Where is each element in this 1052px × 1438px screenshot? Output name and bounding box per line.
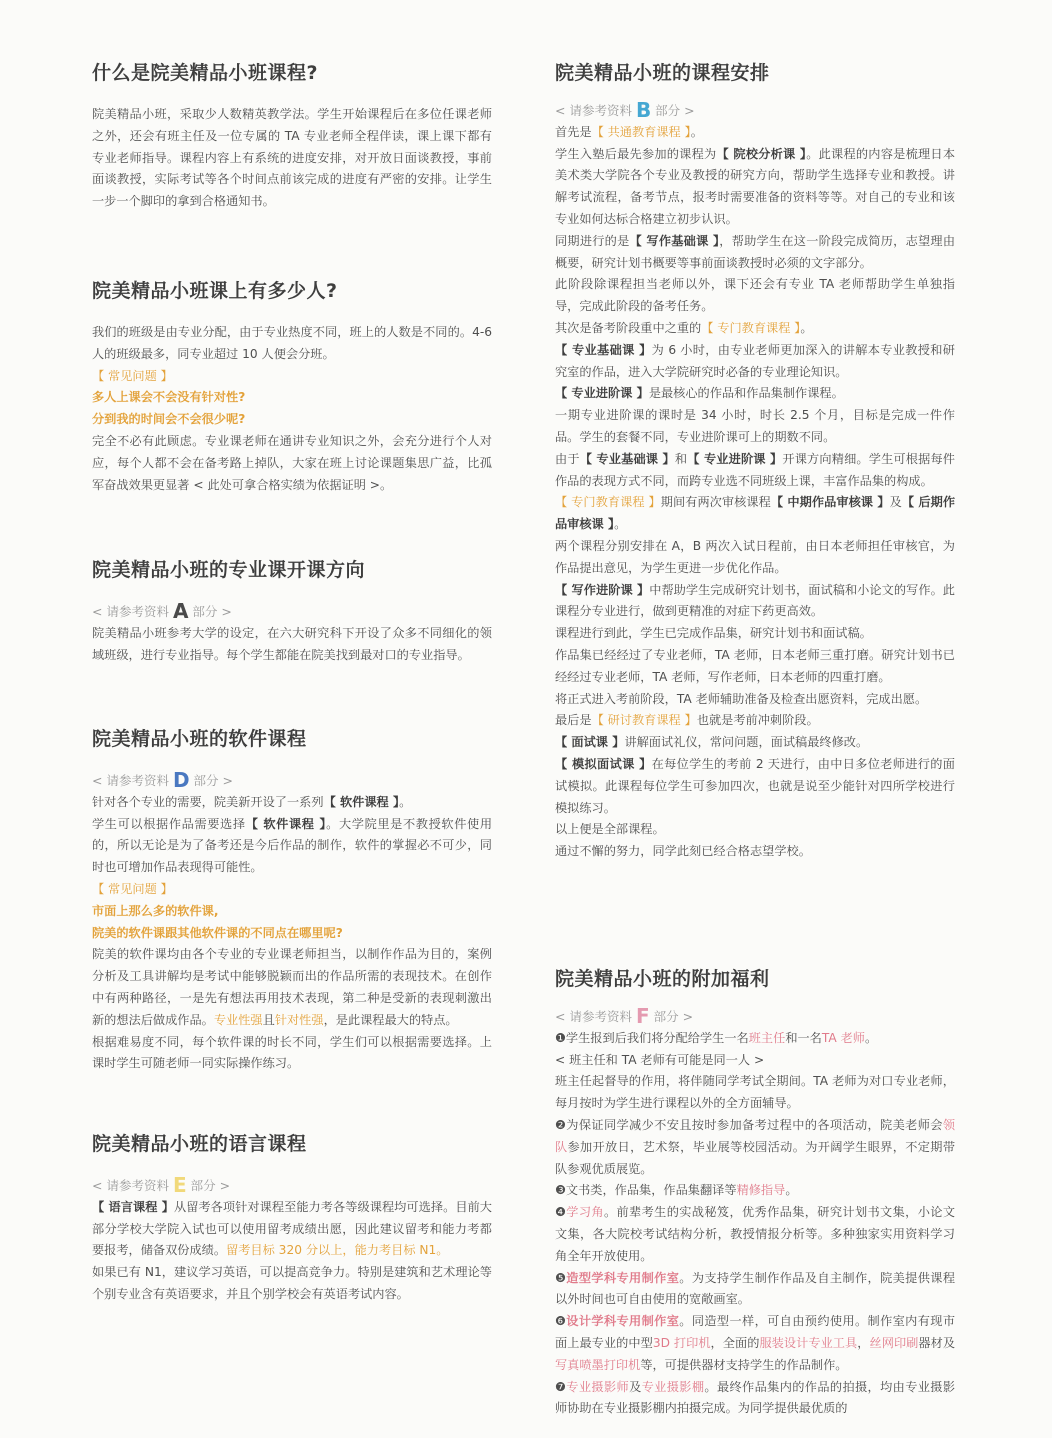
section-title: 院美精品小班的语言课程 (92, 1133, 307, 1155)
benefit-note: < 班主任和 TA 老师有可能是同一人 > (555, 1052, 765, 1067)
paragraph: 根据难易度不同，每个软件课的时长不同，学生们可以根据需要选择。上课时学生可随老师一同实际操作练习。 (92, 1034, 492, 1071)
paragraph: 学生可以根据作品需要选择【 软件课程 】。大学院里是不教授软件使用的，所以无论是为了备考还是今后作品的制作，软件的掌握必不可少，同时也可增加作品表现得可能性。 (92, 816, 493, 875)
paragraph: 【 语言课程 】从留考各项针对课程至能力考各等级课程均可选择。目前大部分学校大学院入试也可以使用留考成绩出愿，因此建议留考和能力考都要报考，储备双份成绩。留考目标 320 分以上，能力考目标 N1。 (92, 1199, 492, 1258)
section-title: 什么是院美精品小班课程? (92, 62, 319, 84)
reference-letter: E (172, 1173, 187, 1197)
paragraph: 通过不懈的努力，同学此刻已经合格志望学校。 (555, 844, 811, 859)
section-language (92, 1131, 492, 1306)
section-title: 院美精品小班的课程安排 (555, 62, 770, 84)
paragraph: 以上便是全部课程。 (555, 822, 665, 837)
paragraph: 【 专业进阶课 】是最核心的作品和作品集制作课程。 (555, 386, 844, 401)
section-title: 院美精品小班的专业课开课方向 (92, 559, 366, 581)
paragraph: 【 专门教育课程 】期间有两次审核课程【 中期作品审核课 】及【 后期作品审核课 】。 (555, 495, 956, 532)
paragraph: 院美的软件课均由各个专业的专业课老师担当，以制作作品为目的，案例分析及工具讲解均是考试中能够脱颖而出的作品所需的表现技术。在创作中有两种路径，一是先有想法再用技术表现，第二种是受新的表现刺激出新的想法后做成作品。专业性强且针对性强，是此课程最大的特点。 (92, 947, 492, 1027)
benefit-detail: 班主任起督导的作用，将伴随同学考试全期间。TA 老师为对口专业老师，每月按时为学生进行课程以外的全方面辅导。 (555, 1074, 955, 1111)
benefit-item: ❻设计学科专用制作室。同造型一样，可自由预约使用。制作室内有现市面上最专业的中型3D 打印机，全面的服装设计专业工具，丝网印刷器材及写真喷墨打印机等，可提供器材支持学生的作品制作。 (555, 1314, 956, 1372)
faq-answer: 完全不必有此顾虑。专业课老师在通讲专业知识之外，会充分进行个人对应，每个人都不会在备考路上掉队，大家在班上讨论课题集思广益，比孤军奋战效果更显著 < 此处可拿合格实绩为依据证明 >。 (92, 433, 492, 492)
paragraph: 同期进行的是【 写作基础课 】，帮助学生在这一阶段完成简历，志望理由概要，研究计划书概要等事前面谈教授时必须的文字部分。 (555, 233, 956, 270)
paragraph: 两个课程分别安排在 A，B 两次入试日程前，由日本老师担任审核官，为作品提出意见，为学生更进一步优化作品。 (555, 538, 955, 575)
benefit-item: ❶学生报到后我们将分配给学生一名班主任和一名TA 老师。 (555, 1030, 878, 1045)
reference-letter: A (172, 599, 189, 623)
paragraph: 最后是【 研讨教育课程 】也就是考前冲刺阶段。 (555, 713, 819, 728)
section-body: 院美精品小班，采取少人数精英教学法。学生开始课程后在多位任课老师之外，还会有班主任及一位专属的 TA 专业老师全程伴读，课上课下都有专业老师指导。课程内容上有系统的进度安排，对开放日面谈教授，事前面谈教授，实际考试等各个时间点前该完成的进度有严密的安排。让学生一步一个脚印的拿到合格通知书。 (92, 107, 492, 209)
section-what-is (92, 60, 492, 213)
paragraph: 首先是【 共通教育课程 】。 (555, 124, 703, 139)
section-title: 院美精品小班的附加福利 (555, 968, 770, 990)
paragraph: 【 写作进阶课 】中帮助学生完成研究计划书，面试稿和小论文的写作。此课程分专业进行，做到更精准的对症下药更高效。 (555, 582, 955, 619)
benefit-item: ❺造型学科专用制作室。为支持学生制作作品及自主制作，院美提供课程以外时间也可自由使用的宽敞画室。 (555, 1270, 956, 1307)
section-body: 院美精品小班参考大学的设定，在六大研究科下开设了众多不同细化的领域班级，进行专业指导。每个学生都能在院美找到最对口的专业指导。 (92, 625, 492, 662)
reference-letter: F (635, 1004, 650, 1028)
benefit-item: ❼专业摄影师及专业摄影棚。最终作品集内的作品的拍摄，均由专业摄影师协助在专业摄影棚内拍摄完成。为同学提供最优质的 (555, 1379, 956, 1416)
paragraph: 由于【 专业基础课 】和【 专业进阶课 】开课方向精细。学生可根据每件作品的表现方式不同，而跨专业选不同班级上课，丰富作品集的构成。 (555, 451, 955, 488)
section-major-direction (92, 557, 492, 666)
benefit-item: ❷为保证同学减少不安且按时参加备考过程中的各项活动，院美老师会领队参加开放日，艺术祭，毕业展等校园活动。为开阔学生眼界，不定期带队参观优质展览。 (555, 1117, 956, 1176)
section-benefits (555, 966, 955, 1420)
paragraph: 将正式进入考前阶段，TA 老师辅助准备及检查出愿资料，完成出愿。 (555, 691, 928, 706)
section-class-size (92, 278, 492, 496)
paragraph: 学生入塾后最先参加的课程为【 院校分析课 】。此课程的内容是梳理日本美术类大学院各个专业及教授的研究方向，帮助学生选择专业和教授。讲解考试流程，备考节点，报考时需要准备的资料等等。对自己的专业和该专业如何达标合格建立初步认识。 (555, 146, 956, 226)
paragraph: 针对各个专业的需要，院美新开设了一系列【 软件课程 】。 (92, 794, 412, 809)
reference-note: < 请参考资料 E 部分 > (92, 1173, 231, 1197)
paragraph: 课程进行到此，学生已完成作品集，研究计划书和面试稿。 (555, 626, 872, 641)
paragraph: 如果已有 N1，建议学习英语，可以提高竞争力。特别是建筑和艺术理论等个别专业含有英语要求，并且个别学校会有英语考试内容。 (92, 1265, 492, 1301)
faq-tag: 【 常见问题 】 (92, 881, 173, 896)
section-body: 我们的班级是由专业分配，由于专业热度不同，班上的人数是不同的。4-6 人的班级最多，同专业超过 10 人便会分班。 (92, 325, 492, 361)
faq-question: 院美的软件课跟其他软件课的不同点在哪里呢? (92, 925, 343, 940)
paragraph: 一期专业进阶课的课时是 34 小时，时长 2.5 个月，目标是完成一件作品。学生的套餐不同，专业进阶课可上的期数不同。 (555, 408, 955, 444)
paragraph: 此阶段除课程担当老师以外，课下还会有专业 TA 老师帮助学生单独指导，完成此阶段的备考任务。 (555, 277, 955, 314)
paragraph: 【 专业基础课 】为 6 小时，由专业老师更加深入的讲解本专业教授和研究室的作品，进入大学院研究时必备的专业理论知识。 (555, 342, 955, 379)
section-title: 院美精品小班的软件课程 (92, 728, 307, 750)
section-software (92, 726, 492, 1075)
reference-note: < 请参考资料 B 部分 > (555, 98, 695, 122)
reference-note: < 请参考资料 A 部分 > (92, 599, 232, 623)
reference-note: < 请参考资料 D 部分 > (92, 768, 233, 792)
section-title: 院美精品小班课上有多少人? (92, 280, 338, 302)
paragraph: 作品集已经经过了专业老师，TA 老师，日本老师三重打磨。研究计划书已经经过专业老师，TA 老师，写作老师，日本老师的四重打磨。 (555, 647, 955, 684)
section-schedule (555, 60, 955, 863)
faq-tag: 【 常见问题 】 (92, 368, 173, 383)
faq-question: 市面上那么多的软件课, (92, 903, 219, 918)
faq-question: 分到我的时间会不会很少呢? (92, 412, 246, 427)
faq-question: 多人上课会不会没有针对性? (92, 390, 246, 405)
paragraph: 其次是备考阶段重中之重的【 专门教育课程 】。 (555, 320, 813, 335)
reference-letter: D (172, 768, 190, 792)
paragraph: 【 模拟面试课 】在每位学生的考前 2 天进行，由中日多位老师进行的面试模拟。此课程每位学生可参加四次，也就是说至少能针对四所学校进行模拟练习。 (555, 756, 955, 815)
reference-letter: B (635, 98, 652, 122)
benefit-item: ❹学习角。前辈考生的实战秘笈，优秀作品集，研究计划书文集，小论文文集，各大院校考试结构分析，教授情报分析等。多种独家实用资料学习角全年开放使用。 (555, 1205, 956, 1263)
benefit-item: ❸文书类，作品集，作品集翻译等精修指导。 (555, 1183, 798, 1198)
paragraph: 【 面试课 】讲解面试礼仪，常问问题，面试稿最终修改。 (555, 735, 869, 750)
reference-note: < 请参考资料 F 部分 > (555, 1004, 694, 1028)
